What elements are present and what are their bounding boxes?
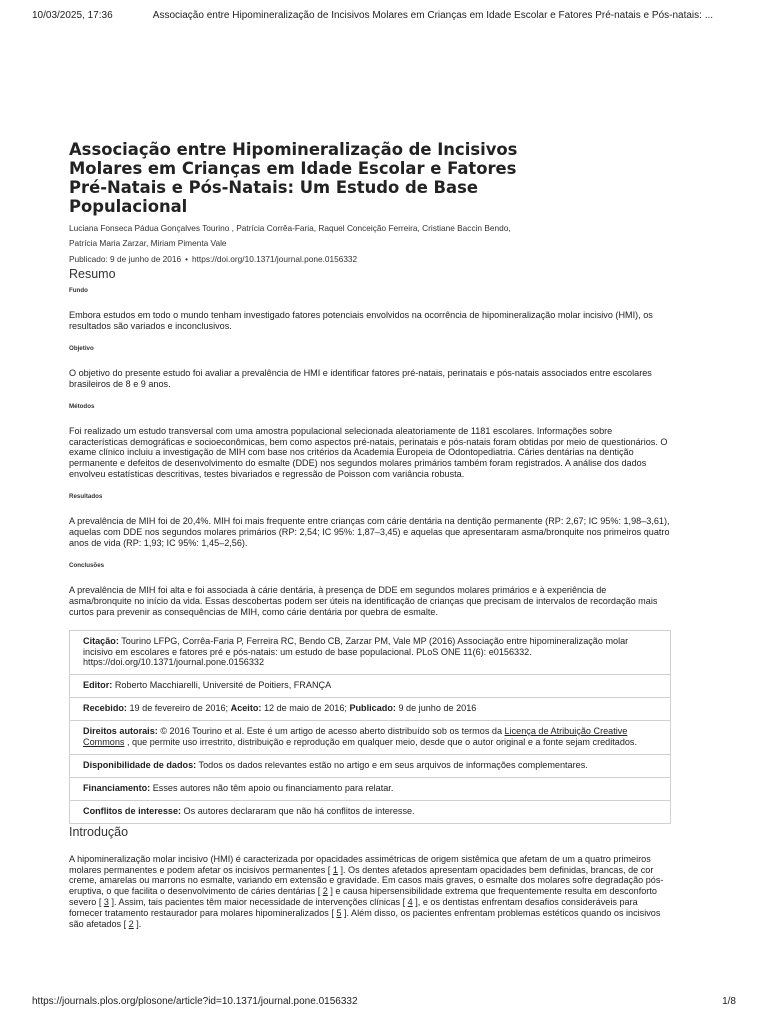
copyright-row: [70, 721, 670, 755]
authors-line-1[interactable]: Luciana Fonseca Pádua Gonçalves Tourino , Patrícia Corrêa-Faria, Raquel Conceição Ferreira, Cristiane Baccin Bendo,: [69, 223, 511, 233]
conflicts-label: Conflitos de interesse:: [83, 805, 182, 816]
published-text: 9 de junho de 2016: [395, 703, 477, 714]
abstract-text-background: Embora estudos em todo o mundo tenham investigado fatores potenciais envolvidos na ocorrência de hipomineralização molar incisivo (HMI), os resultados são variados e inconclusivos.: [69, 310, 653, 331]
data-availability-text: Todos os dados relevantes estão no artigo e em seus arquivos de informações complementares.: [196, 759, 588, 770]
citation-label: Citação:: [83, 635, 119, 646]
received-label: Recebido:: [83, 703, 127, 714]
authors-line-2[interactable]: Patrícia Maria Zarzar, Miriam Pimenta Vale: [69, 238, 227, 248]
funding-text: Esses autores não têm apoio ou financiamento para relatar.: [150, 782, 394, 793]
abstract-text-methods: Foi realizado um estudo transversal com uma amostra populacional selecionada aleatoriamente de 1181 escolares. Informações sobre características demográficas e socioeconômicas, bem como aspectos pré-natais, perinatais e pós-natais foram obtidas por meio de questionários. O exame clínico incluiu a investigação de MIH com base nos critérios da Academia Europeia de Odontopediatria. Cáries dentárias na dentição permanente e defeitos de desenvolvimento do esmalte (DDE) nos segundos molares primários também foram registrados. A análise dos dados envolveu estatísticas descritivas, testes bivariados e regressão de Poisson com variância robusta.: [69, 425, 668, 480]
abstract-text-conclusions: A prevalência de MIH foi alta e foi associada à cárie dentária, à presença de DDE em segundos molares primários e à experiência de asma/bronquite no início da vida. Essas descobertas podem ser úteis na identificação de crianças que precisam de intervalos de recordação mais curtos para prevenir as consequências de MIH, como cárie dentária por quebra de esmalte.: [69, 584, 658, 617]
reference-link-1[interactable]: 1: [332, 864, 338, 875]
publication-info: [69, 253, 671, 266]
article-title: Associação entre Hipomineralização de Incisivos Molares em Crianças em Idade Escolar e Fatores Pré-Natais e Pós-Natais: Um Estudo de Base Populacional: [69, 140, 518, 216]
funding-label: Financiamento:: [83, 782, 151, 793]
editor-label: Editor:: [83, 680, 113, 691]
dates-row: [70, 698, 670, 721]
copyright-label: Direitos autorais:: [83, 726, 158, 737]
conflicts-text: Os autores declararam que não há conflitos de interesse.: [181, 805, 415, 816]
reference-link-5[interactable]: 5: [336, 908, 342, 919]
editor-text: Roberto Macchiarelli, Université de Poitiers, FRANÇA: [112, 680, 332, 691]
abstract-label-results: Resultados: [69, 493, 103, 501]
copyright-text-post: , que permite uso irrestrito, distribuição e reprodução em qualquer meio, desde que o autor original e a fonte sejam creditados.: [124, 737, 638, 748]
accepted-text: 12 de maio de 2016;: [261, 703, 350, 714]
intro-text-1: A hipomineralização molar incisivo (HMI) é caracterizada por opacidades assimétricas de origem sistêmica que afetam de um a quatro primeiros molares permanentes e podem afetar os incisivos permanentes [: [69, 853, 651, 875]
copyright-text-pre: © 2016 Tourino et al. Este é um artigo de acesso aberto distribuído sob os termos da: [157, 726, 505, 737]
page-number: 1/8: [722, 996, 736, 1007]
accepted-label: Aceito:: [230, 703, 262, 714]
data-availability-row: [70, 755, 670, 778]
creative-commons-license-link[interactable]: Licença de Atribuição Creative Commons: [83, 726, 628, 748]
bullet-separator: •: [185, 254, 189, 264]
received-text: 19 de fevereiro de 2016;: [126, 703, 231, 714]
abstract-label-background: Fundo: [69, 287, 88, 294]
print-url: https://journals.plos.org/plosone/article?id=10.1371/journal.pone.0156332: [32, 996, 358, 1007]
introduction-heading: Introdução: [69, 824, 129, 839]
reference-link-2[interactable]: 2: [322, 886, 328, 897]
print-header: [32, 10, 736, 21]
data-availability-label: Disponibilidade de dados:: [83, 759, 197, 770]
abstract-text-results: A prevalência de MIH foi de 20,4%. MIH foi mais frequente entre crianças com cárie dentária na dentição permanente (RP: 2,67; IC 95%: 1,98–3,61), aquelas com DDE nos segundos molares primários (RP: 2,54; IC 95%: 1,87–3,45) e aquelas que apresentaram asma/bronquite nos primeiros quatro anos de vida (RP: 1,93; IC 95%: 1,45–2,56).: [69, 516, 670, 548]
doi-link[interactable]: https://doi.org/10.1371/journal.pone.0156332: [192, 254, 358, 264]
publication-date: Publicado: 9 de junho de 2016: [69, 254, 182, 264]
citation-text: Tourino LFPG, Corrêa-Faria P, Ferreira RC, Bendo CB, Zarzar PM, Vale MP (2016) Associação entre hipomineralização molar incisivo em escolares e fatores pré e pós-natais: um estudo de base populacional. PLoS ONE 11(6): e0156332. https://doi.org/10.1371/journal.pone.0156332: [83, 635, 629, 668]
intro-text-7: ].: [133, 919, 142, 930]
print-page-title: Associação entre Hipomineralização de Incisivos Molares em Crianças em Idade Escolar e Fatores Pré-natais e Pós-natais: ...: [152, 10, 714, 21]
conflicts-row: [70, 801, 670, 823]
published-label: Publicado:: [349, 703, 396, 714]
abstract-label-objective: Objetivo: [69, 344, 94, 352]
intro-text-4: ]. Assim, tais pacientes têm maior necessidade de intervenções clínicas [: [108, 897, 408, 908]
citation-row: [70, 631, 670, 676]
editor-row: [70, 675, 670, 698]
reference-link-6[interactable]: 2: [128, 919, 134, 930]
introduction-paragraph: [69, 854, 671, 930]
reference-link-3[interactable]: 3: [103, 897, 109, 908]
intro-text-3: ] e causa hipersensibilidade extrema que frequentemente resulta em desconforto severo [: [69, 886, 657, 908]
intro-text-2: ]. Os dentes afetados apresentam opacidades bem definidas, brancas, de cor creme, amarelas ou marrons no esmalte, variando em extensão e gravidade. Em casos mais graves, o esmalte dos molares sofre degradação pós-eruptiva, o que facilita o desenvolvimento de cáries dentárias [: [69, 864, 664, 897]
article-info-box: [69, 630, 671, 824]
funding-row: [70, 778, 670, 801]
abstract-heading: Resumo: [69, 267, 116, 281]
abstract-label-conclusions: Conclusões: [69, 561, 105, 569]
reference-link-4[interactable]: 4: [407, 897, 413, 908]
intro-text-5: ], e os dentistas enfrentam desafios consideráveis para fornecer tratamento restaurador para molares hipomineralizados [: [69, 897, 638, 919]
article-content: [69, 140, 671, 930]
print-footer: [32, 996, 736, 1007]
abstract-text-objective: O objetivo do presente estudo foi avaliar a prevalência de HMI e identificar fatores pré-natais, perinatais e pós-natais associados entre escolares brasileiros de 8 e 9 anos.: [69, 367, 652, 389]
intro-text-6: ]. Além disso, os pacientes enfrentam problemas estéticos quando os incisivos são afetados [: [69, 908, 661, 930]
abstract-label-methods: Métodos: [69, 402, 95, 410]
print-timestamp: 10/03/2025, 17:36: [32, 10, 113, 21]
author-list: [69, 221, 539, 251]
